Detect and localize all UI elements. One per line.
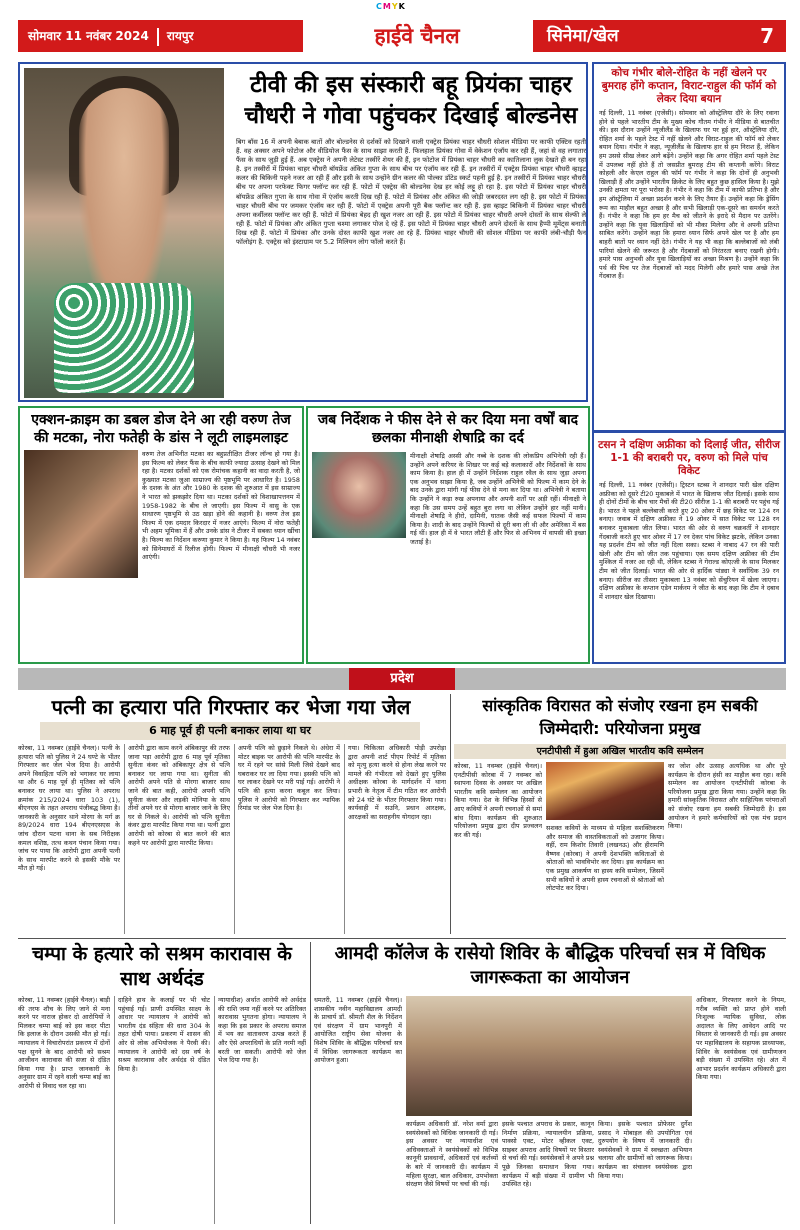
photo-skirt: [54, 283, 194, 393]
champa-headline: चम्पा के हत्यारे को सश्रम कारावास के साथ अर्थदंड: [32, 943, 292, 990]
column-rule: [234, 744, 235, 934]
matka-photo: [24, 450, 138, 578]
cmyk-k: K: [398, 2, 406, 11]
header-section: सिनेमा/खेल: [547, 26, 619, 46]
culture-headline: सांस्कृतिक विरासत को संजोए रखना हम सबकी जिम्मेदारी: परियोजना प्रमुख: [482, 696, 758, 738]
jail-headline: पत्नी का हत्यारा पति गिरफ्तार कर भेजा गया जेल: [51, 695, 411, 719]
column-rule: [214, 996, 215, 1224]
jail-col4: गया। चिकित्सा अधिकारी पोड़ी उपरोड़ा द्वारा अपनी शार्ट पीएम रिपोर्ट में मृतिका को मृत्यु हत्या करने से होना लेख करने पर मामले की गंभीरता को देखते हुए पुलिस अधीक्षक कोरबा के मार्गदर्शन में थाना प्रभारी के नेतृत्व में टीम गठित कर आरोपी को 24 घंटे के भीतर गिरफ्तार किया गया। कार्यवाही में सउनि, प्रधान आरक्षक, आरक्षकों का सराहनीय योगदान रहा।: [348, 744, 446, 821]
meenakshi-body: मीनाक्षी शेषाद्रि अस्सी और नब्बे के दशक की लोकप्रिय अभिनेत्री रही हैं। उन्होंने अपने करियर के शिखर पर कई बड़े कलाकारों और निर्देशकों के साथ काम किया है। हाल ही में उन्होंने निर्देशक राहुल रवैल के साथ जुड़ा अपना एक अनुभव साझा किया है, जब उन्होंने अभिनेत्री को फिल्म में काम देने के बाद उनके द्वारा मांगी गई फीस देने से मना कर दिया था। अभिनेत्री ने बताया कि उन्होंने ने कड़ा रुख अपनाया और अपनी शर्तों पर अड़ी रहीं। मीनाक्षी ने कहा कि उस समय उन्हें बहुत बुरा लगा था लेकिन उन्होंने हार नहीं मानी। मीनाक्षी शेषाद्रि ने हीरो, दामिनी, घातक जैसी कई सफल फिल्मों में काम किया है। शादी के बाद उन्होंने फिल्मों से दूरी बना ली थी और अमेरिका में बस गई थीं। हाल ही में वे भारत लौटी हैं और फिर से अभिनय में वापसी की इच्छा जताई है।: [410, 452, 586, 546]
college-col3: इसके पश्चात अपराध के प्रकार, कानून निर्माण प्रक्रिया, न्यायालयीन प्रक्रिया, पाक्सो एक्ट, मोटर व्हीकल एक्ट, साइबर अपराध आदि विषयों पर विस्तार से चर्चा की गई। स्वयंसेवकों ने अपने प्रश्न पूछे जिनका समाधान किया गया। कार्यक्रम में बड़ी संख्या में ग्रामीण भी उपस्थित रहे।: [502, 1120, 594, 1189]
pradesh-label: प्रदेश: [349, 668, 455, 690]
camp-photo: [406, 996, 692, 1116]
culture-col1: कोरबा, 11 नवम्बर (हाईवे चैनल)। एनटीपीसी कोरबा में 7 नवम्बर को स्थापना दिवस के अवसर पर अखिल भारतीय कवि सम्मेलन का आयोजन किया गया। देश के विभिन्न हिस्सों से आए कवियों ने अपनी रचनाओं से समां बांध दिया। कार्यक्रम की शुरुआत परियोजना प्रमुख द्वारा दीप प्रज्वलन कर की गई।: [454, 762, 542, 839]
meenakshi-story-box: [306, 406, 590, 664]
champa-col1: कोरबा, 11 नवम्बर (हाईवे चैनल)। बाड़ी की तरफ शौच के लिए जाने से मना करने पर नाराज होकर दो आरोपियों ने मिलकर चम्पा बाई को इस कदर पीटा कि इलाज के दौरान उसकी मौत हो गई। न्यायालय ने विचारोपरांत प्रकरण में दोनों पक्ष सुनने के बाद आरोपी को सश्रम आजीवन कारावास की सजा से दंडित किया गया है। प्राप्त जानकारी के अनुसार ग्राम में रहने वाली चम्पा बाई का आरोपी से विवाद चल रहा था।: [18, 996, 110, 1090]
sports-divider: [594, 430, 784, 433]
cmyk-y: Y: [391, 2, 399, 11]
college-col1: धमतरी, 11 नवम्बर (हाईवे चैनल)। शासकीय नवीन महाविद्यालय आमदी के प्राचार्य डॉ. श्रीमती शैल के निर्देशन एवं संरक्षण में ग्राम भानपुरी में आयोजित राष्ट्रीय सेवा योजना के विशेष शिविर के बौद्धिक परिचर्चा सत्र में विधिक जागरूकता कार्यक्रम का आयोजन हुआ।: [314, 996, 402, 1065]
meenakshi-headline: जब निर्देशक ने फीस देने से कर दिया मना वर्षों बाद छलका मीनाक्षी शेषाद्रि का दर्द: [317, 412, 579, 446]
top-story-headline: टीवी की इस संस्कारी बहू प्रियंका चाहर चौधरी ने गोवा पहुंचकर दिखाई बोल्डनेस: [244, 72, 578, 129]
jail-subhead: 6 माह पूर्व ही पत्नी बनाकर लाया था घर: [40, 722, 420, 740]
section-vertical-rule: [310, 942, 311, 1224]
culture-subhead: एनटीपीसी में हुआ अखिल भारतीय कवि सम्मेलन: [454, 744, 786, 759]
champa-col2: दाहिने हाथ के कलाई पर भी चोट पहुंचाई गई। प्राणी उपस्थित साक्ष्य के आधार पर न्यायालय ने आरोपी को भारतीय दंड संहिता की धारा 304 के तहत दोषी पाया। प्रकरण में शासन की ओर से लोक अभियोजक ने पैरवी की। न्यायालय ने आरोपी को दस वर्ष के सश्रम कारावास और अर्थदंड से दंडित किया है।: [118, 996, 210, 1073]
sports-story2-body: नई दिल्ली, 11 नवंबर (एजेंसी)। ट्रिस्टन स्टब्स ने शानदार पारी खेल दक्षिण अफ्रीका को दूसरे टी20 मुकाबले में भारत के खिलाफ जीत दिलाई। इसके साथ ही दोनों टीमों के बीच चार मैचों की टी20 सीरीज 1-1 की बराबरी पर पहुंच गई है। भारत ने पहले बल्लेबाजी करते हुए 20 ओवर में छह विकेट पर 124 रन बनाए। जवाब में दक्षिण अफ्रीका ने 19 ओवर में सात विकेट पर 128 रन बनाकर मुकाबला जीत लिया। भारत की ओर से वरुण चक्रवर्ती ने शानदार गेंदबाजी करते हुए चार ओवर में 17 रन देकर पांच विकेट झटके, लेकिन उनका यह प्रदर्शन टीम को जीत नहीं दिला सका। स्टब्स ने नाबाद 47 रन की पारी खेली और टीम को जीत तक पहुंचाया। एक समय दक्षिण अफ्रीका की टीम मुश्किल में नजर आ रही थी, लेकिन स्टब्स ने गेराल्ड कोएत्जी के साथ मिलकर टीम को जीत दिलाई। भारत की ओर से हार्दिक पांड्या ने सर्वाधिक 39 रन बनाए। सीरीज का तीसरा मुकाबला 13 नवंबर को सेंचुरियन में खेला जाएगा। दक्षिण अफ्रीका के कप्तान एडेन मार्करम ने जीत के बाद कहा कि टीम ने दबाव में शानदार खेल दिखाया।: [599, 481, 779, 601]
cmyk-m: M: [382, 2, 392, 11]
actress-photo: [24, 68, 224, 398]
column-rule: [124, 744, 125, 934]
header-date: सोमवार 11 नवंबर 2024: [28, 29, 149, 43]
column-rule: [114, 996, 115, 1224]
jail-col2: आरोपी द्वारा काम करने अंबिकापुर की तरफ जाना पड़ा आरोपी द्वारा 6 माह पूर्व मृतिका सुनीता कंवर को अंबिकापुर क्षेत्र से पत्नि बनाकर घर लाया गया था। सुनीता की आरोपी अपने पति से मोरगा बाजार साथ जाने की बात कही, आरोपी अपनी पत्नि सुनीता कंवर और लड़की मोनिया के साथ तीनों अपने घर से मोरगा बाजार जाने के लिए घर से निकले थे। आरोपी को पत्नि सुनीता कंवर द्वारा मारपीट किया गया था। पत्नी द्वारा आरोपी को कोरबा से बात करने की बात कहने पर आरोपी द्वारा मारपीट किया।: [128, 744, 230, 847]
jail-col3: अपनी पत्नि को छुड़ाने निकले थे। अंधेरा में मोटर बाइक पर आरोपी की पत्नि मारपीट के घर में रहने पर सांसे मिली जिसे देखने बाद घबराकर घर ला दिया गया। इसकी पत्नि को घर लाकर देखने पर मरी पाई गई। आरोपी ने पत्नि की हत्या करना कबूल कर लिया। पुलिस ने आरोपी को गिरफ्तार कर न्यायिक रिमांड पर जेल भेज दिया है।: [238, 744, 340, 813]
page-header: [18, 14, 786, 60]
header-city: रायपुर: [166, 29, 194, 43]
sports-story2-title: टसन ने दक्षिण अफ्रीका को दिलाई जीत, सीरीज 1-1 की बराबरी पर, वरुण को मिले पांच विकेट: [598, 439, 780, 477]
header-separator: [157, 28, 159, 46]
matka-body: वरुण तेज अभिनीत मटका का बहुप्रतीक्षित टीजर लॉन्च हो गया है। इस फिल्म को लेकर फैंस के बीच काफी ज्यादा उत्साह देखने को मिल रहा है। मटका दर्शकों को एक रोमांचक कहानी का वादा करती है, जो कुख्यात मटका जुआ साम्राज्य की पृष्ठभूमि पर आधारित है। 1958 के दशक के अंत और 1980 के दशक की शुरुआत में इस साम्राज्य ने भारत को झकझोर दिया था। मटका दर्शकों को विशाखापत्तनम में 1958-1982 के बीच ले जाएगी। इस फिल्म में वासु के एक साधारण पृष्ठभूमि से उठ खड़ा होने की कहानी है। वरुण तेज इस फिल्म में एक दमदार किरदार में नजर आएंगे। फिल्म में नोरा फतेही भी अहम भूमिका में हैं और उनके डांस ने टीजर में सबका ध्यान खींचा है। फिल्म का निर्देशन करुणा कुमार ने किया है। यह फिल्म 14 नवंबर को सिनेमाघरों में रिलीज होगी। फिल्म में मीनाक्षी चौधरी भी नजर आएंगी।: [142, 450, 300, 562]
cmyk-mark: [376, 2, 406, 11]
brand-logo: हाईवे चैनल: [374, 24, 460, 48]
page-number: 7: [760, 24, 774, 48]
meenakshi-photo: [312, 452, 406, 538]
culture-col3: का जोश और उत्साह अत्यधिक था और पूरे कार्यक्रम के दौरान हंसी का माहौल बना रहा। कवि सम्मेलन का आयोजन एनटीपीसी कोरबा के परियोजना प्रमुख द्वारा किया गया। उन्होंने कहा कि हमारी सांस्कृतिक विरासत और साहित्यिक परंपराओं को संजोए रखना हम सबकी जिम्मेदारी है। इस आयोजन ने हमारे कर्मचारियों को एक मंच प्रदान किया।: [668, 762, 786, 831]
pradesh-section-bar: [18, 668, 786, 690]
section-horizontal-rule: [18, 938, 786, 939]
top-story-box: [18, 62, 588, 402]
header-section-bar: [533, 20, 786, 52]
matka-story-box: [18, 406, 304, 664]
college-col4: किया। इसके पश्चात प्रोफेसर दुर्गेश प्रसाद ने मोबाइल की उपयोगिता एवं दुरुपयोग के विषय में जानकारी दी। स्वयंसेवकों ने ग्राम में स्वच्छता अभियान चलाया और ग्रामीणों को जागरूक किया। कार्यक्रम का संचालन स्वयंसेवक द्वारा किया गया।: [598, 1120, 692, 1180]
speaker-photo: [546, 762, 664, 820]
column-rule: [344, 744, 345, 934]
header-date-bar: [18, 20, 303, 52]
sports-story1-title: कोच गंभीर बोले-रोहित के नहीं खेलने पर बुमराह होंगे कप्तान, विराट-राहुल की फॉर्म को लेकर दिया बयान: [601, 67, 777, 105]
matka-headline: एक्शन-क्राइम का डबल डोज देने आ रही वरुण तेज की मटका, नोरा फतेही के डांस ने लूटी लाइमलाइट: [31, 412, 291, 446]
champa-col3: न्यायाधीश) अर्थात आरोपी को अर्थदंड की राशि जमा नहीं करने पर अतिरिक्त कारावास भुगतना होगा। न्यायालय ने कहा कि इस प्रकार के अपराध समाज में भय का वातावरण उत्पन्न करते हैं और ऐसे अपराधियों के प्रति नरमी नहीं बरती जा सकती। आरोपी को जेल भेज दिया गया है।: [218, 996, 306, 1065]
section-vertical-rule: [450, 694, 451, 934]
top-story-body: बिग बॉस 16 में अपनी बेबाक बातों और बोल्डनेस से दर्शकों को दिखाने वाली एक्ट्रेस प्रियंका चाहर चौधरी सोशल मीडिया पर काफी एक्टिव रहती हैं. वह अक्सर अपने फोटोज और वीडियोज फैंस के साथ साझा करती हैं. फिलहाल प्रियंका गोवा में वेकेशन एंजॉय कर रही हैं, जहां से वह लगातार फैंस के साथ जुड़ी हुई हैं. अब एक्ट्रेस ने अपनी लेटेस्ट तस्वीरें शेयर की हैं, इन फोटोज में प्रियंका चाहर चौधरी का कातिलाना लुक देखते ही बन रहा है. इन तस्वीरों में प्रियंका चाहर चौधरी बॉयफ्रेंड अंकित गुप्ता के साथ बीच पर एंजॉय कर रही हैं. इन तस्वीरों में एक्ट्रेस प्रियंका चाहर चौधरी व्हाइट कलर की बिकिनी पहने नजर आ रही हैं और इसी के साथ उन्होंने ग्रीन कलर की पोल्का डॉटेड स्कर्ट पहनी हुई है. इन तस्वीरों में प्रियंका चाहर चौधरी बीच पर अपना परफेक्ट फिगर फ्लॉन्ट कर रही हैं. फोटो में एक्ट्रेस की बोल्डनेस देख हर कोई लट्टू हो रहा है. इस फोटो में प्रियंका चाहर चौधरी बॉयफ्रेंड अंकित गुप्ता के साथ गोवा में एंजॉय करती दिख रही हैं. फोटो में प्रियंका और अंकित की जोड़ी जबरदस्त लग रही है. इस फोटो में प्रियंका चाहर चौधरी बीच पर जमकर एंजॉय कर रही हैं. फोटो में एक्ट्रेस अपनी पूरी बैक फ्लॉन्ट कर रही हैं. इस व्हाइट बिकिनी में प्रियंका चाहर चौधरी अपना कर्वीलस फ्लॉन्ट कर रही हैं. फोटो में प्रियंका बेहद ही खुश नजर आ रही हैं. इस फोटो में प्रियंका चाहर चौधरी अपने दोस्तों के साथ सेल्फी ले रही हैं. फोटो में प्रियंका और अंकित गुप्ता चश्मा लगाकर पोज दे रहे हैं. इस फोटो में प्रियंका चाहर चौधरी अपने दोस्तों के साथ हैप्पी मूमेंट्स बनाती दिख रही हैं. फोटो में प्रियंका और उनके दोस्त काफी खुश नजर आ रहे हैं. प्रियंका चाहर चौधरी की सोशल मीडिया पर काफी लंबी-चौड़ी फैन फॉलोइंग है. एक्ट्रेस को इंस्टाग्राम पर 5.2 मिलियन लोग फॉलो करते हैं।: [236, 138, 586, 247]
college-col2: कार्यक्रम अधिकारी डॉ. नरेश वर्मा द्वारा स्वयंसेवकों को विधिक जानकारी दी गई। इस अवसर पर न्यायाधीश एवं अधिवक्ताओं ने स्वयंसेवकों को विभिन्न कानूनी प्रावधानों, अधिकारों एवं कर्तव्यों के बारे में जानकारी दी। कार्यक्रम में महिला सुरक्षा, बाल अधिकार, उपभोक्ता संरक्षण जैसे विषयों पर चर्चा की गई।: [406, 1120, 498, 1189]
sports-column: [592, 62, 786, 664]
jail-col1: कोरबा, 11 नवम्बर (हाईवे चैनल)। पत्नी के हत्यारा पति को पुलिस ने 24 घण्टे के भीतर गिरफ्तार कर जेल भेज दिया है। आरोपी अपने विवाहिता पत्नि को भगाकर घर लाया था और 6 माह पूर्व ही मृतिका को पत्नि बनाकर घर लाया था। पुलिस ने अपराध क्रमांक 215/2024 धारा 103 (1), बीएनएस के तहत अपराध पंजीबद्ध किया है। जानकारी के अनुसार थाने मोरगा के मर्ग क्र 89/2024 धारा 194 बीएनएसएस के जांच दौरान पटना थाना के सब निरीक्षक कमल वशिष्ठ, तत्थ कथन पंचान किया गया। जांच पर पाया कि आरोपी द्वारा अपनी पत्नी के साथ मारपीट करने से इसकी मौके पर मौत हो गई।: [18, 744, 120, 873]
college-headline: आमदी कॉलेज के रासेयो शिविर के बौद्धिक परिचर्चा सत्र में विधिक जागरूकता का आयोजन: [334, 943, 766, 988]
culture-col2: सशक्त कवियों के माध्यम से महिला सशक्तिकरण और समाज की वास्तविकताओं को उजागर किया। वहीं, राम किशोर तिवारी (लखनऊ) और हीरामणि वैष्णव (कोरबा) ने अपनी देशभक्ति कविताओं से श्रोताओं को भावविभोर कर दिया। इस कार्यक्रम का एक प्रमुख आकर्षण था हास्य कवि सम्मेलन, जिसमें सभी कवियों ने अपनी हास्य रचनाओं से श्रोताओं को लोटपोट कर दिया।: [546, 824, 664, 893]
cmyk-c: C: [376, 2, 383, 11]
sports-story1-body: नई दिल्ली, 11 नवंबर (एजेंसी)। सोमवार को ऑस्ट्रेलिया दौरे के लिए रवाना होने से पहले भारतीय टीम के मुख्य कोच गौतम गंभीर ने मीडिया से बातचीत की। इस दौरान उन्होंने न्यूजीलैंड के खिलाफ घर पर हुई हार, ऑस्ट्रेलिया दौरे, रोहित शर्मा के पहले टेस्ट में नहीं खेलने और विराट-राहुल की फॉर्म को लेकर बयान दिया। गंभीर ने कहा, न्यूजीलैंड के खिलाफ हार से हम निराश हैं, लेकिन हम उससे सीख लेकर आगे बढ़ेंगे। उन्होंने कहा कि अगर रोहित शर्मा पहले टेस्ट में उपलब्ध नहीं होते हैं तो जसप्रीत बुमराह टीम की कप्तानी करेंगे। विराट कोहली और केएल राहुल की फॉर्म पर गंभीर ने कहा कि दोनों ही अनुभवी खिलाड़ी हैं और उन्होंने भारतीय क्रिकेट के लिए बहुत कुछ हासिल किया है। मुझे उनकी क्षमता पर पूरा भरोसा है। गंभीर ने कहा कि टीम में काफी प्रतिभा है और हम ऑस्ट्रेलिया में अच्छा प्रदर्शन करने के लिए तैयार हैं। उन्होंने कहा कि ड्रेसिंग रूम का माहौल बहुत अच्छा है और सभी खिलाड़ी एक-दूसरे का समर्थन करते हैं। गंभीर ने कहा कि हम हर मैच को जीतने के इरादे से मैदान पर उतरेंगे। उन्होंने कहा कि युवा खिलाड़ियों को भी मौका मिलेगा और वे अपनी प्रतिभा साबित करेंगे। उन्होंने कहा कि हमारा ध्यान सिर्फ अपने खेल पर है और हम बाहरी बातों पर ध्यान नहीं देते। गंभीर ने यह भी कहा कि बल्लेबाजों को लंबी पारियां खेलने की जरूरत है और गेंदबाजों को निरंतरता बनाए रखनी होगी। हमारे पास अनुभवी और युवा खिलाड़ियों का अच्छा मिश्रण है। उन्होंने कहा कि पर्थ की पिच पर तेज गेंदबाजों को मदद मिलेगी और हमारे पास अच्छे तेज गेंदबाज हैं।: [599, 109, 779, 281]
college-col5: अधिकार, गिरफ्तार करने के नियम, गरीब व्यक्ति को प्राप्त होने वाली निःशुल्क न्यायिक सुविधा, लोक अदालत के लिए आवेदन आदि पर विस्तार से जानकारी दी गई। इस अवसर पर महाविद्यालय के सहायक प्राध्यापक, शिविर के स्वयंसेवक एवं ग्रामीणजन बड़ी संख्या में उपस्थित रहे। अंत में आभार प्रदर्शन कार्यक्रम अधिकारी द्वारा किया गया।: [696, 996, 786, 1082]
